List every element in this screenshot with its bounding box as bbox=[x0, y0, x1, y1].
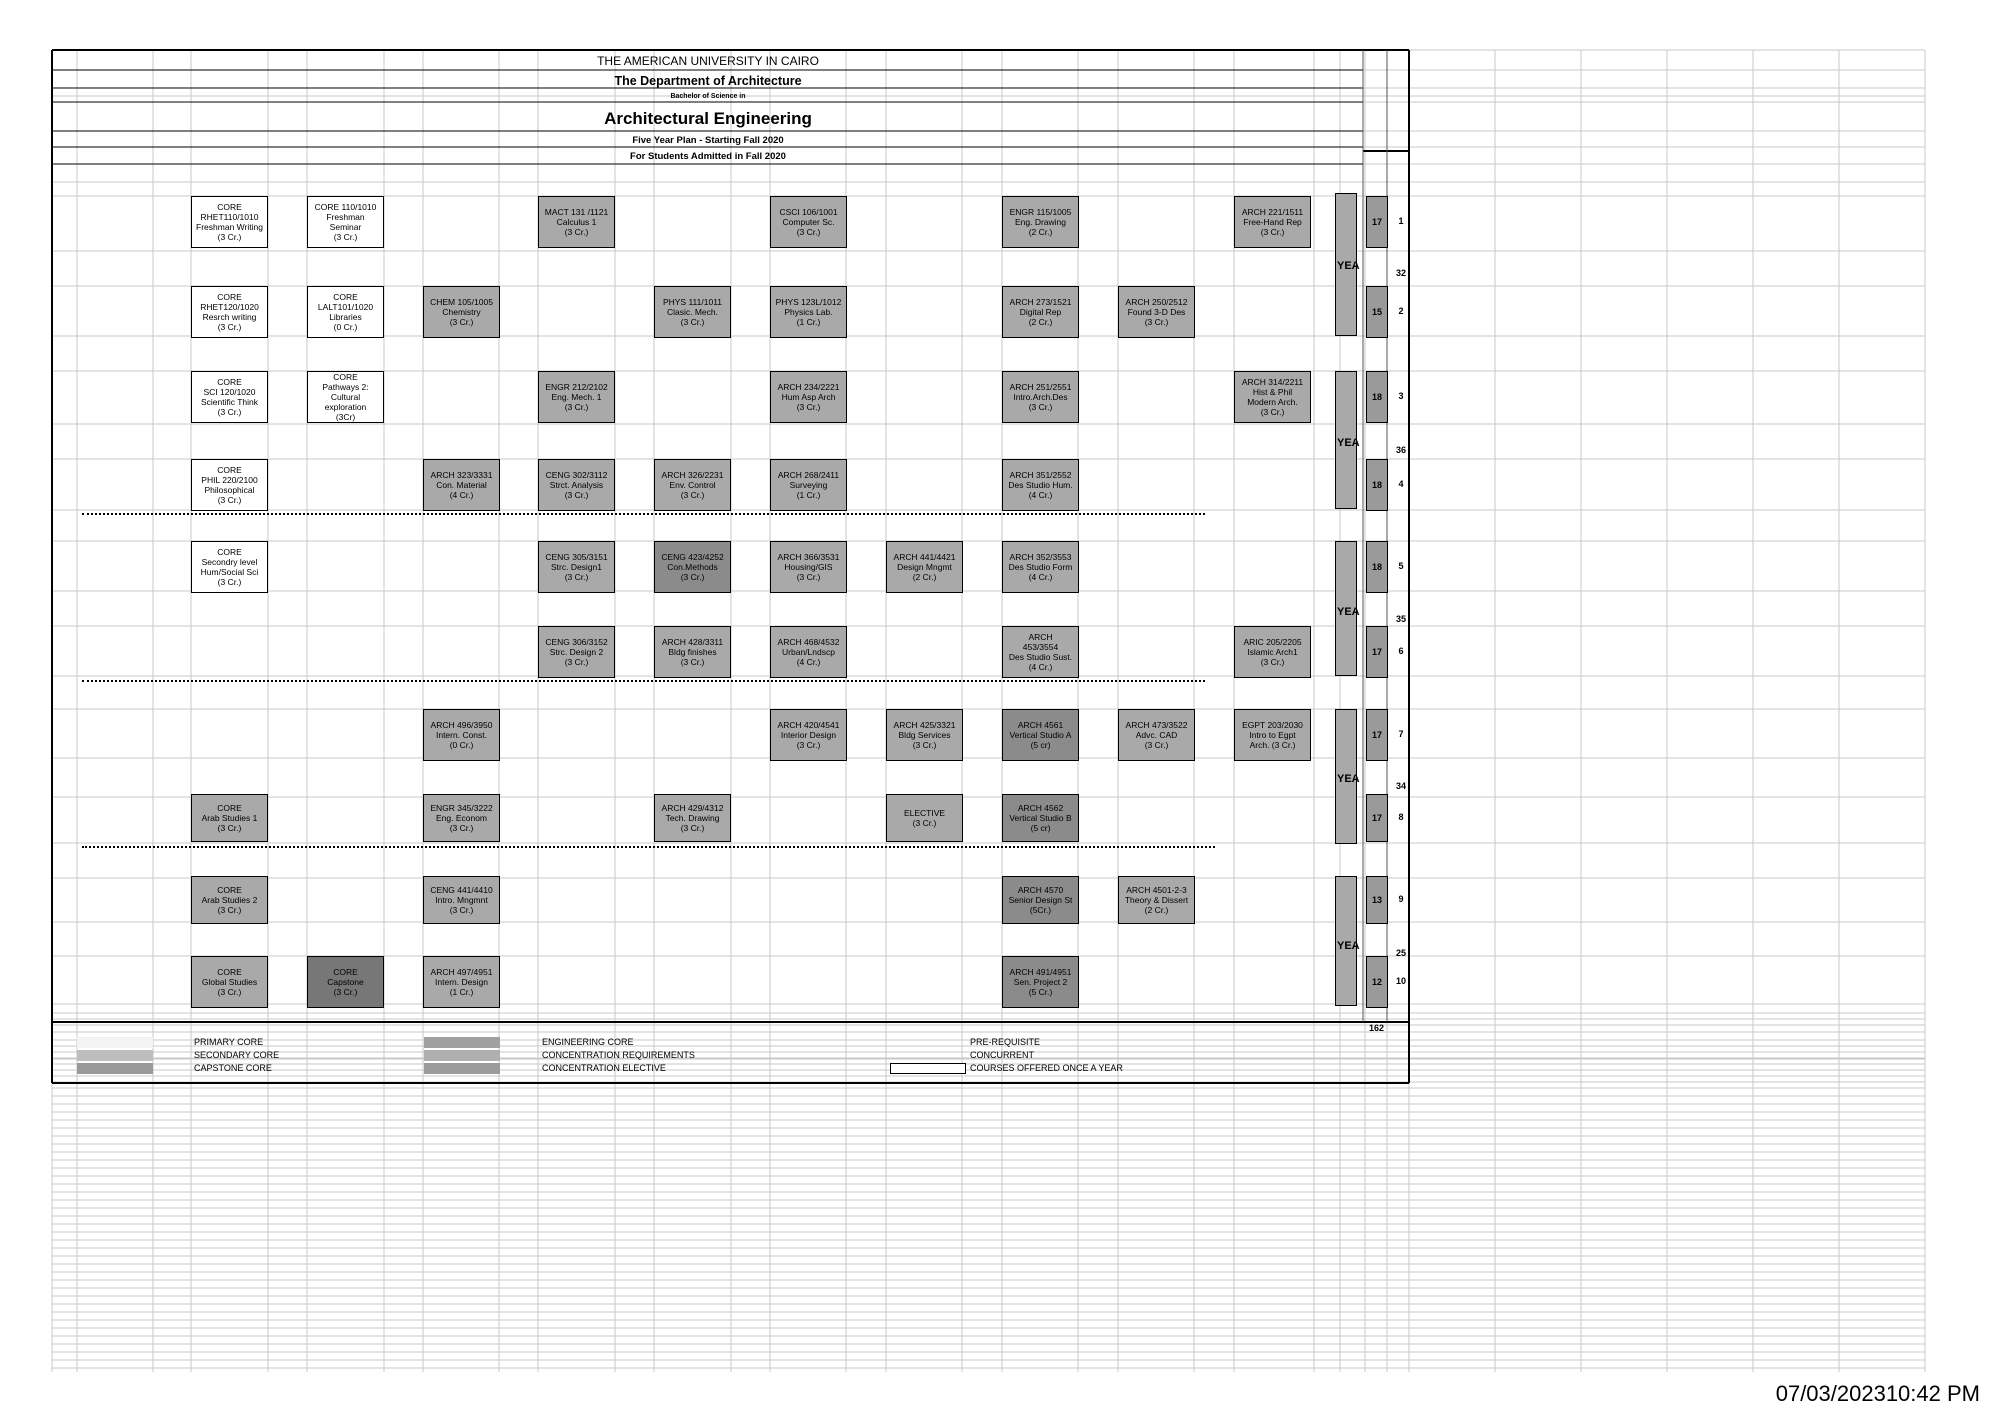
semester-number: 10 bbox=[1395, 976, 1406, 986]
course-box: ENGR 345/3222 Eng. Econom (3 Cr.) bbox=[423, 794, 500, 842]
course-box: PHYS 123L/1012 Physics Lab. (1 Cr.) bbox=[770, 286, 847, 338]
course-box: CHEM 105/1005 Chemistry (3 Cr.) bbox=[423, 286, 500, 338]
semester-number: 1 bbox=[1398, 216, 1404, 226]
legend-label: PRIMARY CORE bbox=[194, 1037, 264, 1047]
course-box: ARCH 366/3531 Housing/GIS (3 Cr.) bbox=[770, 541, 847, 593]
semester-credits: 18 bbox=[1366, 541, 1388, 593]
semester-number: 4 bbox=[1398, 479, 1404, 489]
university-title: THE AMERICAN UNIVERSITY IN CAIRO bbox=[597, 54, 819, 68]
course-box: ARCH 4561 Vertical Studio A (5 cr) bbox=[1002, 709, 1079, 761]
year-credit-total: 36 bbox=[1395, 445, 1406, 455]
year-separator bbox=[82, 846, 1215, 848]
legend-label: SECONDARY CORE bbox=[194, 1050, 280, 1060]
legend-label: ENGINEERING CORE bbox=[542, 1037, 634, 1047]
course-box: ARCH 234/2221 Hum Asp Arch (3 Cr.) bbox=[770, 371, 847, 423]
course-box: ENGR 212/2102 Eng. Mech. 1 (3 Cr.) bbox=[538, 371, 615, 423]
course-box: ARCH 4501-2-3 Theory & Dissert (2 Cr.) bbox=[1118, 876, 1195, 924]
course-box: ARIC 205/2205 Islamic Arch1 (3 Cr.) bbox=[1234, 626, 1311, 678]
course-box: CORE Secondry level Hum/Social Sci (3 Cr.) bbox=[191, 541, 268, 593]
legend-swatch bbox=[890, 1063, 966, 1074]
semester-credits: 18 bbox=[1366, 459, 1388, 511]
year-credit-total: 35 bbox=[1395, 614, 1406, 624]
course-box: CORE 110/1010 Freshman Seminar (3 Cr.) bbox=[307, 196, 384, 248]
legend-label: COURSES OFFERED ONCE A YEAR bbox=[970, 1063, 1123, 1073]
legend-swatch bbox=[77, 1063, 153, 1074]
year-label: YEA bbox=[1337, 260, 1360, 272]
semester-number: 8 bbox=[1398, 812, 1404, 822]
year-credit-total: 32 bbox=[1395, 268, 1406, 278]
legend-swatch bbox=[424, 1037, 500, 1048]
grand-total: 162 bbox=[1369, 1023, 1385, 1033]
course-box: CORE RHET120/1020 Resrch writing (3 Cr.) bbox=[191, 286, 268, 338]
course-box: CORE Pathways 2: Cultural exploration (3Cr) bbox=[307, 371, 384, 423]
course-box: ENGR 115/1005 Eng. Drawing (2 Cr.) bbox=[1002, 196, 1079, 248]
semester-credits: 15 bbox=[1366, 286, 1388, 338]
year-label: YEA bbox=[1337, 437, 1360, 449]
course-box: CORE PHIL 220/2100 Philosophical (3 Cr.) bbox=[191, 459, 268, 511]
course-box: CORE LALT101/1020 Libraries (0 Cr.) bbox=[307, 286, 384, 338]
course-box: ARCH 453/3554 Des Studio Sust. (4 Cr.) bbox=[1002, 626, 1079, 678]
year-credit-total: 34 bbox=[1395, 781, 1406, 791]
course-box: CSCI 106/1001 Computer Sc. (3 Cr.) bbox=[770, 196, 847, 248]
legend-swatch bbox=[77, 1050, 153, 1061]
course-box: CORE Global Studies (3 Cr.) bbox=[191, 956, 268, 1008]
semester-number: 9 bbox=[1398, 894, 1404, 904]
course-box: CENG 302/3112 Strct. Analysis (3 Cr.) bbox=[538, 459, 615, 511]
course-box: MACT 131 /1121 Calculus 1 (3 Cr.) bbox=[538, 196, 615, 248]
course-box: ARCH 352/3553 Des Studio Form (4 Cr.) bbox=[1002, 541, 1079, 593]
course-box: CENG 305/3151 Strc. Design1 (3 Cr.) bbox=[538, 541, 615, 593]
course-box: ARCH 425/3321 Bldg Services (3 Cr.) bbox=[886, 709, 963, 761]
program-title: Architectural Engineering bbox=[604, 109, 812, 128]
course-box: CENG 306/3152 Strc. Design 2 (3 Cr.) bbox=[538, 626, 615, 678]
admitted-line: For Students Admitted in Fall 2020 bbox=[630, 151, 786, 162]
course-box: ARCH 496/3950 Intern. Const. (0 Cr.) bbox=[423, 709, 500, 761]
semester-number: 7 bbox=[1398, 729, 1404, 739]
course-box: ARCH 491/4951 Sen. Project 2 (5 Cr.) bbox=[1002, 956, 1079, 1008]
semester-credits: 17 bbox=[1366, 709, 1388, 761]
course-box: CORE Arab Studies 2 (3 Cr.) bbox=[191, 876, 268, 924]
semester-credits: 17 bbox=[1366, 626, 1388, 678]
legend-label: CONCENTRATION REQUIREMENTS bbox=[542, 1050, 695, 1060]
plan-line: Five Year Plan - Starting Fall 2020 bbox=[632, 135, 784, 146]
legend-label: PRE-REQUISITE bbox=[970, 1037, 1041, 1047]
course-box: ARCH 251/2551 Intro.Arch.Des (3 Cr.) bbox=[1002, 371, 1079, 423]
degree-line: Bachelor of Science in bbox=[670, 93, 746, 100]
legend-swatch bbox=[77, 1037, 153, 1048]
legend-swatch bbox=[424, 1050, 500, 1061]
course-box: ARCH 429/4312 Tech. Drawing (3 Cr.) bbox=[654, 794, 731, 842]
course-box: ARCH 323/3331 Con. Material (4 Cr.) bbox=[423, 459, 500, 511]
semester-number: 2 bbox=[1398, 306, 1404, 316]
semester-credits: 18 bbox=[1366, 371, 1388, 423]
legend-label: CONCURRENT bbox=[970, 1050, 1034, 1060]
year-separator bbox=[82, 513, 1205, 515]
course-box: ARCH 428/3311 Bldg finishes (3 Cr.) bbox=[654, 626, 731, 678]
course-box: ELECTIVE (3 Cr.) bbox=[886, 794, 963, 842]
course-box: ARCH 326/2231 Env. Control (3 Cr.) bbox=[654, 459, 731, 511]
course-box: ARCH 250/2512 Found 3-D Des (3 Cr.) bbox=[1118, 286, 1195, 338]
course-box: ARCH 4570 Senior Design St (5Cr.) bbox=[1002, 876, 1079, 924]
course-box: PHYS 111/1011 Clasic. Mech. (3 Cr.) bbox=[654, 286, 731, 338]
course-box: CORE Arab Studies 1 (3 Cr.) bbox=[191, 794, 268, 842]
course-box: ARCH 221/1511 Free-Hand Rep (3 Cr.) bbox=[1234, 196, 1311, 248]
legend-label: CAPSTONE CORE bbox=[194, 1063, 272, 1073]
course-box: CORE SCI 120/1020 Scientific Think (3 Cr.) bbox=[191, 371, 268, 423]
course-box: CENG 423/4252 Con.Methods (3 Cr.) bbox=[654, 541, 731, 593]
semester-credits: 17 bbox=[1366, 794, 1388, 842]
year-label: YEA bbox=[1337, 606, 1360, 618]
course-box: ARCH 497/4951 Intern. Design (1 Cr.) bbox=[423, 956, 500, 1008]
year-credit-total: 25 bbox=[1395, 948, 1406, 958]
legend-swatch bbox=[424, 1063, 500, 1074]
course-box: CORE RHET110/1010 Freshman Writing (3 Cr.) bbox=[191, 196, 268, 248]
semester-number: 6 bbox=[1398, 646, 1404, 656]
course-box: CORE Capstone (3 Cr.) bbox=[307, 956, 384, 1008]
semester-credits: 13 bbox=[1366, 876, 1388, 924]
department-title: The Department of Architecture bbox=[614, 74, 802, 88]
year-label: YEA bbox=[1337, 773, 1360, 785]
semester-credits: 17 bbox=[1366, 196, 1388, 248]
year-label: YEA bbox=[1337, 940, 1360, 952]
course-box: ARCH 273/1521 Digital Rep (2 Cr.) bbox=[1002, 286, 1079, 338]
semester-number: 3 bbox=[1398, 391, 1404, 401]
course-box: ARCH 351/2552 Des Studio Hum. (4 Cr.) bbox=[1002, 459, 1079, 511]
course-box: ARCH 268/2411 Surveying (1 Cr.) bbox=[770, 459, 847, 511]
print-timestamp: 07/03/202310:42 PM bbox=[1775, 1381, 1980, 1406]
course-box: EGPT 203/2030 Intro to Egpt Arch. (3 Cr.) bbox=[1234, 709, 1311, 761]
course-box: ARCH 4562 Vertical Studio B (5 cr) bbox=[1002, 794, 1079, 842]
course-box: ARCH 468/4532 Urban/Lndscp (4 Cr.) bbox=[770, 626, 847, 678]
legend-label: CONCENTRATION ELECTIVE bbox=[542, 1063, 666, 1073]
semester-credits: 12 bbox=[1366, 956, 1388, 1008]
course-box: ARCH 441/4421 Design Mngmt (2 Cr.) bbox=[886, 541, 963, 593]
course-box: CENG 441/4410 Intro. Mngmnt (3 Cr.) bbox=[423, 876, 500, 924]
semester-number: 5 bbox=[1398, 561, 1404, 571]
course-box: ARCH 314/2211 Hist & Phil Modern Arch. (3 Cr.) bbox=[1234, 371, 1311, 423]
course-box: ARCH 420/4541 Interior Design (3 Cr.) bbox=[770, 709, 847, 761]
course-box: ARCH 473/3522 Advc. CAD (3 Cr.) bbox=[1118, 709, 1195, 761]
year-separator bbox=[82, 680, 1205, 682]
